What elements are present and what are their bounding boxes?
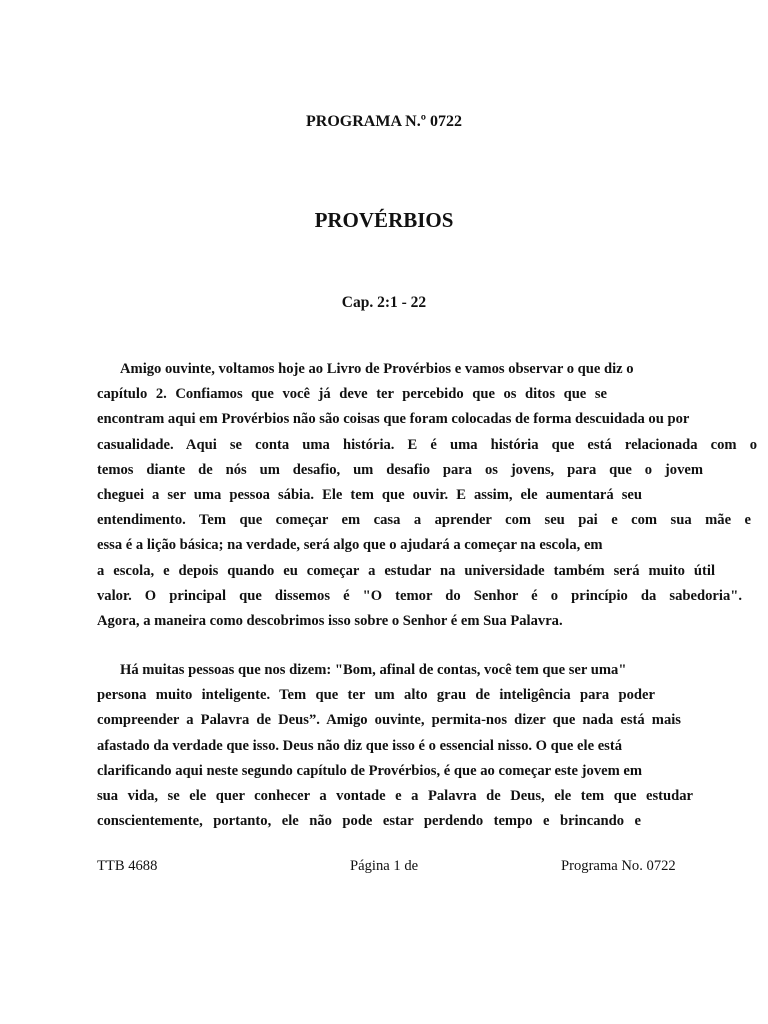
paragraph-line: Amigo ouvinte, voltamos hoje ao Livro de Provérbios e vamos observar o que diz o [120, 361, 634, 377]
paragraph-line: conscientemente, portanto, ele não pode estar perdendo tempo e brincando e [97, 813, 641, 830]
paragraph-2 [97, 658, 757, 834]
paragraph-line: afastado da verdade que isso. Deus não diz que isso é o essencial nisso. O que ele está [97, 737, 623, 754]
book-title: PROVÉRBIOS [314, 208, 454, 232]
paragraph-line: cheguei a ser uma pessoa sábia. Ele tem que ouvir. E assim, ele aumentará seu [97, 486, 642, 503]
paragraph-line: Há muitas pessoas que nos dizem: "Bom, afinal de contas, você tem que ser uma" [120, 662, 627, 678]
paragraph-line: Agora, a maneira como descobrimos isso sobre o Senhor é em Sua Palavra. [97, 612, 563, 629]
paragraph-line: entendimento. Tem que começar em casa a aprender com seu pai e com sua mãe e [97, 512, 751, 529]
paragraph-line: valor. O principal que dissemos é "O temor do Senhor é o princípio da sabedoria". [97, 587, 742, 604]
paragraph-line: sua vida, se ele quer conhecer a vontade e a Palavra de Deus, ele tem que estudar [97, 787, 693, 804]
paragraph-line: temos diante de nós um desafio, um desafio para os jovens, para que o jovem [97, 461, 703, 478]
page-footer [0, 858, 768, 878]
paragraph-line: essa é a lição básica; na verdade, será algo que o ajudará a começar na escola, em [97, 537, 603, 554]
footer-page-number: Página 1 de [350, 858, 419, 874]
footer-program-number: Programa No. 0722 [561, 858, 676, 874]
paragraph-line: capítulo 2. Confiamos que você já deve ter percebido que os ditos que se [97, 386, 607, 403]
paragraph-line: clarificando aqui neste segundo capítulo de Provérbios, é que ao começar este jovem em [97, 762, 643, 779]
paragraph-line: a escola, e depois quando eu começar a estudar na universidade também será muito útil [97, 562, 715, 579]
paragraph-line: encontram aqui em Provérbios não são coisas que foram colocadas de forma descuidada ou por [97, 411, 690, 428]
chapter-reference: Cap. 2:1 - 22 [341, 294, 427, 311]
paragraph-line: compreender a Palavra de Deus”. Amigo ouvinte, permita-nos dizer que nada está mais [97, 712, 681, 729]
footer-reference-code: TTB 4688 [97, 858, 158, 874]
paragraph-line: persona muito inteligente. Tem que ter um alto grau de inteligência para poder [97, 687, 655, 704]
paragraph-1 [97, 357, 757, 634]
program-heading: PROGRAMA N.º 0722 [306, 113, 462, 130]
paragraph-line: casualidade. Aqui se conta uma história. E é uma história que está relacionada com o [97, 436, 757, 453]
